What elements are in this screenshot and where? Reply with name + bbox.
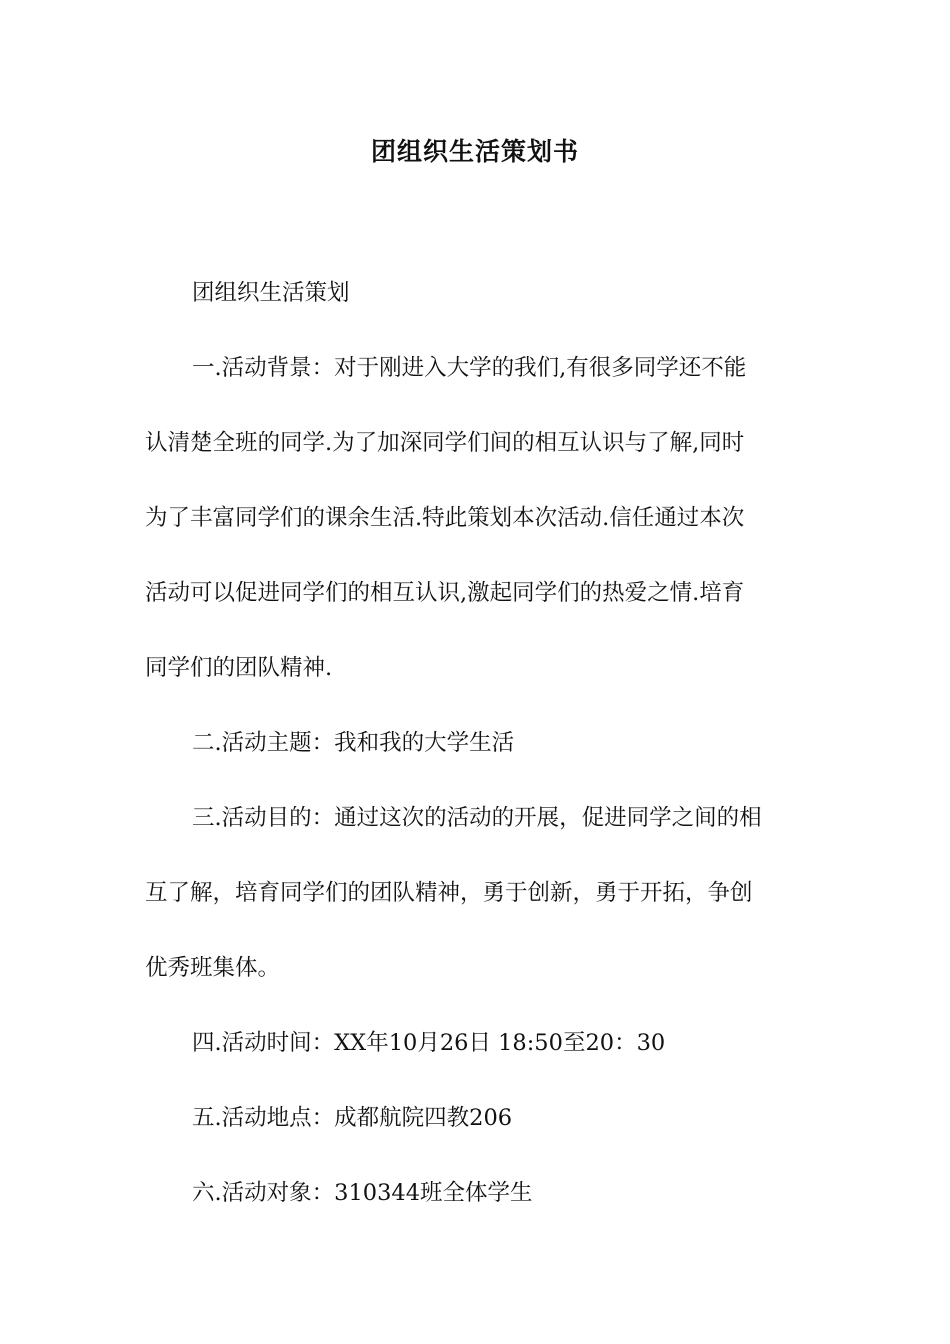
paragraph-location xyxy=(145,1081,807,1156)
paragraph-subtitle xyxy=(145,256,807,331)
text-line: 认清楚全班的同学.为了加深同学们间的相互认识与了解,同时 xyxy=(145,430,745,456)
paragraph-theme xyxy=(145,706,807,781)
text-line: 四.活动时间：XX年10月26日 18:50至20：30 xyxy=(192,1030,666,1056)
paragraph-background xyxy=(145,331,807,706)
text-line: 团组织生活策划 xyxy=(192,280,350,306)
paragraph-purpose xyxy=(145,781,807,1006)
text-line: 二.活动主题：我和我的大学生活 xyxy=(192,730,515,756)
document-body xyxy=(145,256,807,1231)
text-line: 三.活动目的：通过这次的活动的开展，促进同学之间的相 xyxy=(192,805,762,831)
text-line: 活动可以促进同学们的相互认识,激起同学们的热爱之情.培育 xyxy=(145,580,745,606)
text-line: 同学们的团队精神. xyxy=(145,655,333,681)
text-line: 优秀班集体。 xyxy=(145,955,281,981)
text-line: 六.活动对象：310344班全体学生 xyxy=(192,1180,533,1206)
text-line: 互了解，培育同学们的团队精神，勇于创新，勇于开拓，争创 xyxy=(145,880,753,906)
text-line: 五.活动地点：成都航院四教206 xyxy=(192,1105,513,1131)
text-line: 一.活动背景：对于刚进入大学的我们,有很多同学还不能 xyxy=(192,355,747,381)
text-line: 为了丰富同学们的课余生活.特此策划本次活动.信任通过本次 xyxy=(145,505,745,531)
paragraph-participants xyxy=(145,1156,807,1231)
paragraph-time xyxy=(145,1006,807,1081)
document-title: 团组织生活策划书 xyxy=(370,137,579,166)
